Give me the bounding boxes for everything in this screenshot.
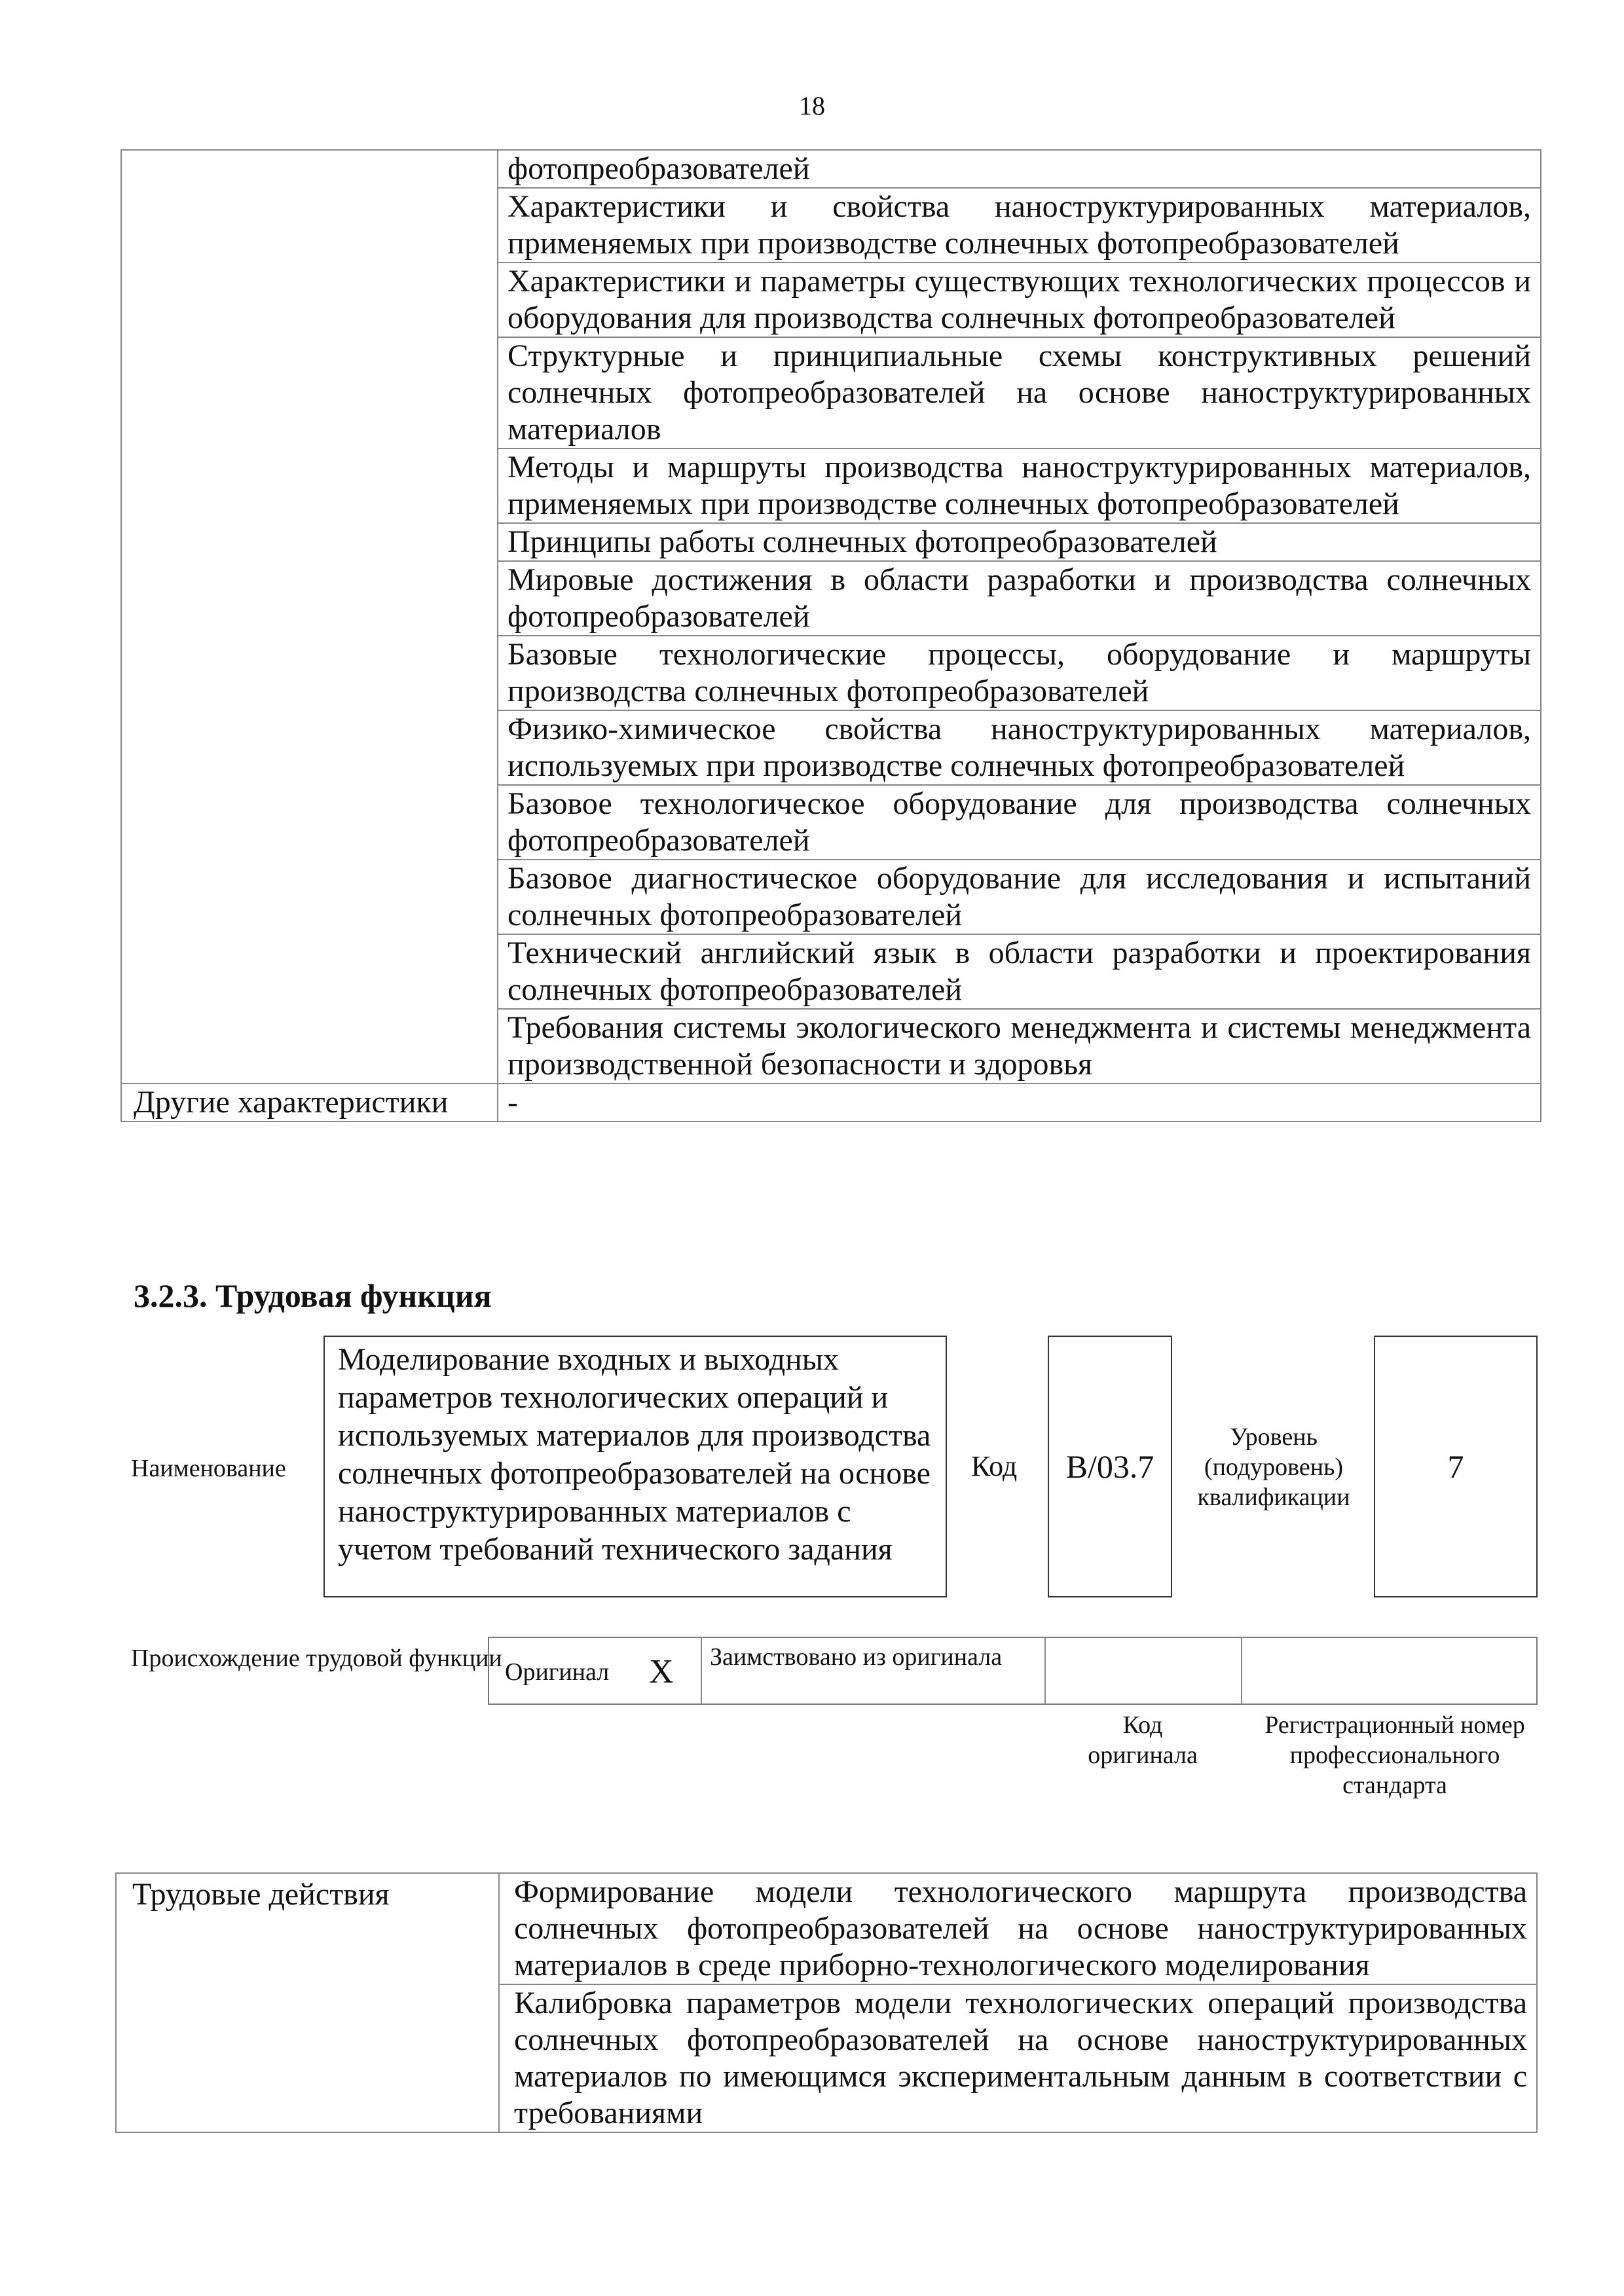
function-name-label: Наименование xyxy=(131,1455,286,1482)
function-code-value: B/03.7 xyxy=(1065,1448,1154,1485)
knowledge-item: фотопреобразователей xyxy=(498,150,1541,188)
labor-action-item: Калибровка параметров модели технологических операций производства солнечных фотопреобразователей на основе наноструктурированных материалов по имеющимся экспериментальным данным в соответствии с требованиями xyxy=(499,1984,1537,2132)
knowledge-item: Базовое диагностическое оборудование для исследования и испытаний солнечных фотопреобразователей xyxy=(498,860,1541,934)
origin-borrowed-label: Заимствовано из оригинала xyxy=(710,1643,1003,1671)
origin-reg-caption: Регистрационный номер профессионального стандарта xyxy=(1264,1711,1525,1799)
qualification-level-box xyxy=(1374,1336,1538,1597)
function-code-label: Код xyxy=(971,1450,1018,1482)
knowledge-table xyxy=(120,149,1541,1122)
origin-original-label: Оригинал xyxy=(505,1658,610,1686)
knowledge-item: Структурные и принципиальные схемы конструктивных решений солнечных фотопреобразователей на основе наноструктурированных материалов xyxy=(498,337,1541,448)
knowledge-item: Принципы работы солнечных фотопреобразователей xyxy=(498,523,1541,561)
origin-original-cell xyxy=(489,1638,702,1704)
section-title: 3.2.3. Трудовая функция xyxy=(134,1277,492,1314)
page-number: 18 xyxy=(799,91,825,120)
knowledge-item: Технический английский язык в области разработки и проектирования солнечных фотопреобразователей xyxy=(498,934,1541,1009)
knowledge-item: Физико-химическое свойства наноструктурированных материалов, используемых при производстве солнечных фотопреобразователей xyxy=(498,710,1541,785)
knowledge-item: Мировые достижения в области разработки и производства солнечных фотопреобразователей xyxy=(498,561,1541,636)
labor-action-item: Формирование модели технологического маршрута производства солнечных фотопреобразователей на основе наноструктурированных материалов в среде приборно-технологического моделирования xyxy=(499,1873,1537,1984)
origin-row xyxy=(488,1637,1538,1705)
origin-reg-cell xyxy=(1242,1638,1536,1704)
qualification-level-label: Уровень (подуровень) квалификации xyxy=(1197,1423,1350,1511)
other-characteristics-label: Другие характеристики xyxy=(121,1084,498,1121)
knowledge-label-cell xyxy=(121,150,498,1084)
other-characteristics-value: - xyxy=(498,1084,1541,1121)
knowledge-item: Базовые технологические процессы, оборудование и маршруты производства солнечных фотопреобразователей xyxy=(498,636,1541,710)
origin-original-mark: X xyxy=(649,1653,674,1690)
knowledge-item: Требования системы экологического менеджмента и системы менеджмента производственной безопасности и здоровья xyxy=(498,1009,1541,1084)
origin-code-caption: Код оригинала xyxy=(1088,1711,1198,1769)
function-name-value: Моделирование входных и выходных параметров технологических операций и используемых материалов для производства солнечных фотопреобразователей на основе наноструктурированных материалов с учетом требований технического задания xyxy=(338,1342,931,1567)
knowledge-item: Характеристики и параметры существующих технологических процессов и оборудования для производства солнечных фотопреобразователей xyxy=(498,263,1541,337)
origin-code-cell xyxy=(1046,1638,1242,1704)
function-name-box xyxy=(323,1336,947,1597)
qualification-level-value: 7 xyxy=(1447,1448,1464,1485)
knowledge-item: Базовое технологическое оборудование для производства солнечных фотопреобразователей xyxy=(498,785,1541,860)
labor-actions-table xyxy=(115,1872,1538,2133)
knowledge-item: Методы и маршруты производства наноструктурированных материалов, применяемых при производстве солнечных фотопреобразователей xyxy=(498,448,1541,523)
function-code-box xyxy=(1048,1336,1172,1597)
knowledge-item: Характеристики и свойства наноструктурированных материалов, применяемых при производстве солнечных фотопреобразователей xyxy=(498,188,1541,263)
labor-actions-label: Трудовые действия xyxy=(116,1873,499,2132)
origin-borrowed-cell xyxy=(702,1638,1046,1704)
origin-label: Происхождение трудовой функции xyxy=(131,1645,502,1672)
